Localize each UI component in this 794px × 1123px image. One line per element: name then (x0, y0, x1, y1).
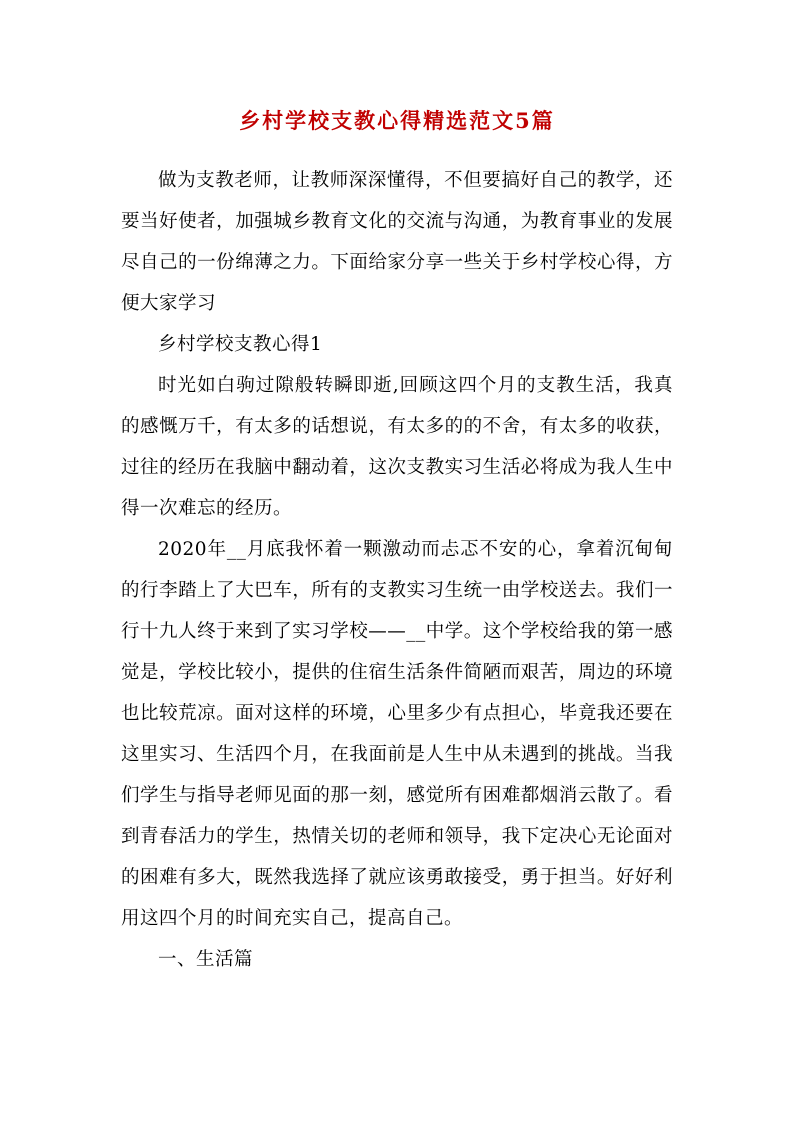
body-paragraph: 时光如白驹过隙般转瞬即逝,回顾这四个月的支教生活，我真的感慨万千，有太多的话想说，有太多的的不舍，有太多的收获，过往的经历在我脑中翻动着，这次支教实习生活必将成为我人生中得一次难忘的经历。 (121, 375, 673, 519)
subsection-heading: 一、生活篇 (158, 949, 254, 970)
body-paragraph: 2020年__月底我怀着一颗激动而忐忑不安的心，拿着沉甸甸的行李踏上了大巴车，所有的支教实习生统一由学校送去。我们一行十九人终于来到了实习学校——__中学。这个学校给我的第一感觉是，学校比较小，提供的住宿生活条件简陋而艰苦，周边的环境也比较荒凉。面对这样的环境，心里多少有点担心，毕竟我还要在这里实习、生活四个月，在我面前是人生中从未遇到的挑战。当我们学生与指导老师见面的那一刻，感觉所有困难都烟消云散了。看到青春活力的学生，热情关切的老师和领导，我下定决心无论面对的困难有多大，既然我选择了就应该勇敢接受，勇于担当。好好利用这四个月的时间充实自己，提高自己。 (121, 539, 673, 929)
document-body (121, 160, 673, 980)
intro-paragraph: 做为支教老师，让教师深深懂得，不但要搞好自己的教学，还要当好使者，加强城乡教育文化的交流与沟通，为教育事业的发展尽自己的一份绵薄之力。下面给家分享一些关于乡村学校心得，方便大家学习 (121, 170, 673, 314)
section-heading: 乡村学校支教心得1 (158, 334, 323, 355)
document-title: 乡村学校支教心得精选范文5篇 (239, 108, 555, 133)
